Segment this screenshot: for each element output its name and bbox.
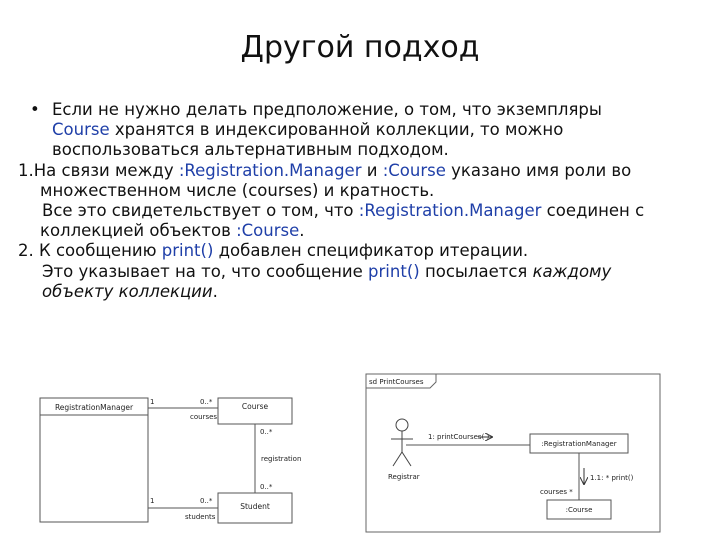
msg-print-label: 1.1: * print() [590, 474, 634, 482]
item-text: указано имя роли во [445, 160, 632, 180]
emphasis-text: объекту коллекции [42, 281, 213, 301]
item-text: соединен с [541, 201, 645, 221]
emphasis-text: каждому [532, 261, 612, 281]
item-text: добавлен спецификатор итерации. [213, 241, 529, 261]
bullet-text: воспользоваться альтернативным подходом. [52, 140, 449, 160]
registration-manager-class-box [40, 398, 148, 522]
mult-student-up: 0..* [260, 483, 273, 491]
registrar-actor-label: Registrar [388, 473, 420, 481]
item-text: 1.На связи между [18, 160, 179, 180]
sequence-diagram [366, 374, 660, 532]
role-courses-label: courses [190, 413, 218, 421]
item-text: . [212, 281, 218, 301]
mult-one-bottom: 1 [150, 497, 155, 505]
item-text: Это указывает на то, что сообщение [42, 261, 369, 281]
bullet-icon: • [30, 100, 40, 119]
mult-many-bottom: 0..* [200, 497, 213, 505]
mult-course-down: 0..* [260, 428, 273, 436]
item-text: и [361, 160, 383, 180]
assoc-registration-label: registration [261, 455, 302, 463]
student-class-name: Student [240, 502, 270, 511]
item-text: коллекцией объектов [40, 221, 237, 241]
highlight-registration-manager: :Registration.Manager [178, 160, 362, 180]
highlight-print: print() [368, 261, 420, 281]
class-diagram [40, 398, 301, 523]
item-text: множественном числе (courses) и кратность. [40, 180, 435, 200]
msg-print-courses-label: 1: printCourses( ) [428, 433, 490, 441]
sd-frame-label: sd PrintCourses [369, 378, 424, 386]
bullet-text: хранятся в индексированной коллекции, то можно [109, 120, 564, 140]
registration-manager-object-label: :RegistrationManager [541, 440, 617, 448]
item-text: . [299, 221, 305, 241]
highlight-course: Course [52, 120, 110, 140]
course-class-name: Course [241, 402, 269, 411]
mult-one-top: 1 [150, 398, 155, 406]
registration-manager-class-name: RegistrationManager [54, 403, 134, 412]
role-courses-label: courses * [540, 488, 573, 496]
bullet-text: Если не нужно делать предположение, о том, что экземпляры [52, 100, 602, 119]
item-text: 2. К сообщению [18, 241, 162, 261]
slide-title: Другой подход [240, 30, 480, 65]
highlight-print: print() [161, 241, 214, 261]
item-text: посылается [419, 261, 533, 281]
highlight-registration-manager: :Registration.Manager [358, 201, 542, 221]
highlight-course: :Course [236, 221, 300, 241]
item-text: Все это свидетельствует о том, что [42, 201, 359, 221]
mult-many-top: 0..* [200, 398, 213, 406]
highlight-course: :Course [382, 160, 446, 180]
role-students-label: students [185, 513, 216, 521]
course-object-label: :Course [565, 506, 593, 514]
